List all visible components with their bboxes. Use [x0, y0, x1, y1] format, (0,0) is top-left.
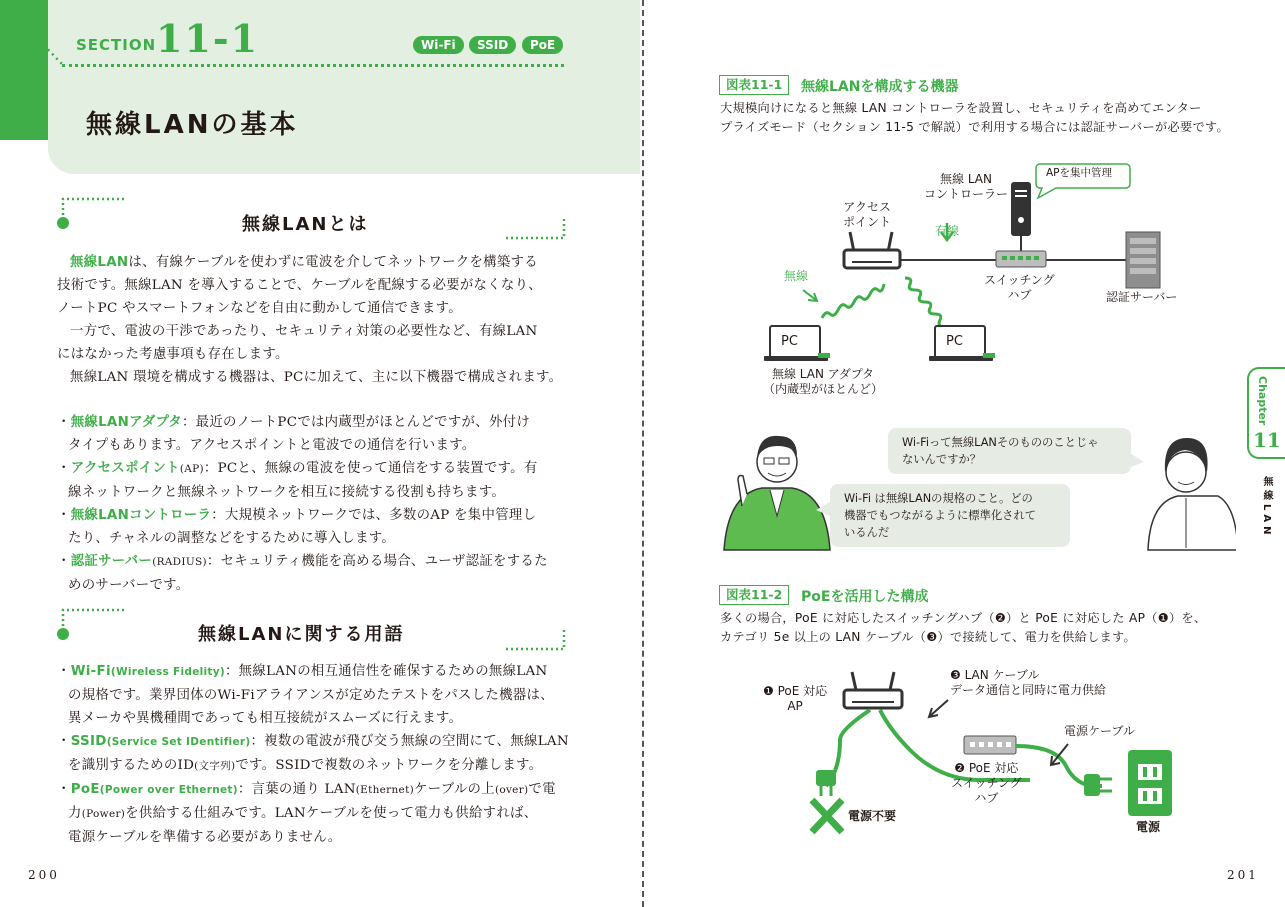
adapter-label: 無線 LAN アダプタ （内蔵型がほとんど） — [763, 367, 884, 396]
terms-list: ・Wi-Fi(Wireless Fidelity)：無線LANの相互通信性を確保するための無線LAN の規格です。業界団体のWi-Fiアライアンスが定めたテストをパスした機器は、 異メーカや異機種間であっても相互接続がスムーズに行えます。 ・SSID(Service Set IDentifier)：複数の電波が飛び交う無線の空間にて、無線LAN を識別するためのID(文字列)です。SSIDで複数のネットワークを分離します。 ・PoE(Power over Ethernet)：言葉の通り LAN(Ethernet)ケーブルの上(over)で電 力(Power)を供給する仕組みです。LANケーブルを使って電力も供給すれば、 電源ケーブルを準備する必要がありません。 — [57, 660, 572, 849]
term-wlan: 無線LAN — [70, 255, 129, 270]
wireless-signal-icon — [822, 284, 884, 318]
list-item: ・アクセスポイント(AP)：PCと、無線の電波を使って通信をする装置です。有 — [57, 461, 538, 476]
figure-title: 無線LANを構成する機器 — [801, 79, 959, 95]
lan-cable-label: ❸ LAN ケーブル データ通信と同時に電力供給 — [950, 668, 1107, 697]
page-number-left: 200 — [28, 868, 60, 882]
page-title: 無線LANの基本 — [86, 110, 299, 140]
no-power-label: 電源不要 — [848, 809, 897, 823]
figure-caption: 大規模向けになると無線 LAN コントローラを設置し、セキュリティを高めてエンター プライズモード（セクション 11-5 で解説）で利用する場合には認証サーバーが必要です。 — [720, 101, 1229, 134]
outlet-icon — [1128, 750, 1172, 816]
auth-server-icon — [1126, 232, 1160, 288]
list-item: ・SSID(Service Set IDentifier)：複数の電波が飛び交う無線の空間にて、無線LAN — [57, 734, 569, 749]
ap-label: アクセス ポイント — [843, 200, 892, 229]
auth-server-label: 認証サーバー — [1106, 290, 1178, 304]
poe-access-point-icon — [844, 672, 902, 708]
subhead-wlan-terms: 無線LANに関する用語 — [198, 624, 405, 645]
poe-switching-hub-icon — [964, 736, 1016, 754]
question-bubble: Wi-Fiって無線LANそのもののことじゃ ないんですか？ — [888, 428, 1131, 474]
pc-label: PC — [781, 334, 798, 349]
access-point-icon — [844, 232, 900, 268]
tag-poe: PoE — [522, 36, 563, 54]
tag-wifi: Wi-Fi — [413, 36, 464, 54]
plug-icon — [816, 770, 836, 796]
list-item: ・無線LANコントローラ：大規模ネットワークでは、多数のAP を集中管理し — [57, 508, 537, 523]
cross-icon — [812, 800, 842, 832]
header-divider — [62, 64, 564, 67]
list-item: ・Wi-Fi(Wireless Fidelity)：無線LANの相互通信性を確保するための無線LAN — [57, 664, 548, 679]
subhead-what-is-wlan: 無線LANとは — [242, 214, 369, 235]
pc-label: PC — [946, 334, 963, 349]
header-decoration — [0, 0, 640, 70]
figure-badge: 図表11-1 — [719, 75, 789, 95]
list-item: ・無線LANアダプタ：最近のノートPCでは内蔵型がほとんどですが、外付け — [57, 415, 531, 430]
list-item: ・認証サーバー(RADIUS)：セキュリティ機能を高める場合、ユーザ認証をするた — [57, 554, 548, 569]
page-spine — [642, 0, 644, 907]
student-illustration — [1148, 438, 1236, 550]
switching-hub-label: スイッチング ハブ — [984, 273, 1055, 302]
poe-hub-label: ❷ PoE 対応 スイッチング ハブ — [951, 761, 1022, 805]
teacher-illustration — [724, 436, 830, 550]
outlet-label: 電源 — [1136, 820, 1161, 834]
power-cable-label: 電源ケーブル — [1064, 724, 1135, 738]
side-title: 無線LAN — [1261, 476, 1272, 539]
answer-bubble: Wi-Fi は無線LANの規格のこと。どの 機器でもつながるように標準化されて いるんだ — [830, 484, 1070, 547]
plug-icon — [1084, 774, 1112, 796]
figure-badge: 図表11-2 — [719, 585, 789, 605]
figure-title: PoEを活用した構成 — [801, 589, 929, 605]
page-number-right: 201 — [1227, 868, 1259, 882]
chapter-number: 11 — [1253, 428, 1281, 452]
poe-ap-label: ❶ PoE 対応 AP — [763, 684, 828, 713]
switching-hub-icon — [996, 251, 1046, 267]
list-item: ・PoE(Power over Ethernet)：言葉の通り LAN(Ethernet)ケーブルの上(over)で電 — [57, 782, 556, 797]
wireless-signal-icon — [905, 278, 944, 328]
controller-label: 無線 LAN コントローラー — [924, 172, 1009, 201]
device-list: ・無線LANアダプタ：最近のノートPCでは内蔵型がほとんどですが、外付け タイプもあります。アクセスポイントと電波での通信を行います。 ・アクセスポイント(AP)：PCと、無線の電波を使って通信をする装置です。有 線ネットワークと無線ネットワークを相互に接続する役割も持ちます。 ・無線LANコントローラ：大規模ネットワークでは、多数のAP を集中管理し たり、チャネルの調整などをするために導入します。 ・認証サーバー(RADIUS)：セキュリティ機能を高める場合、ユーザ認証をするた めのサーバーです。 — [57, 411, 572, 597]
section-number: 11-1 — [156, 16, 260, 61]
callout-text: APを集中管理 — [1046, 167, 1113, 179]
tag-ssid: SSID — [469, 36, 516, 54]
figure-caption: 多くの場合，PoE に対応したスイッチングハブ（❷）と PoE に対応した AP（❶）を、 カテゴリ 5e 以上の LAN ケーブル（❸）で接続して、電力を供給します。 — [720, 611, 1207, 644]
wireless-label: 無線 — [784, 269, 809, 283]
wired-label: 有線 — [935, 224, 960, 238]
intro-text: 無線LANは、有線ケーブルを使わずに電波を介してネットワークを構築する 技術です。無線LAN を導入することで、ケーブルを配線する必要がなくなり、 ノートPC やスマートフォンなどを自由に動かして通信できます。 一方で、電波の干渉であったり、セキュリティ対策の必要性など、有線LAN にはなかった考慮事項も存在します。 無線LAN 環境を構成する機器は、PCに加えて、主に以下機器で構成されます。 — [57, 255, 563, 385]
section-label: SECTION — [76, 36, 157, 54]
controller-icon — [1011, 182, 1031, 252]
chapter-word: Chapter — [1256, 376, 1269, 426]
